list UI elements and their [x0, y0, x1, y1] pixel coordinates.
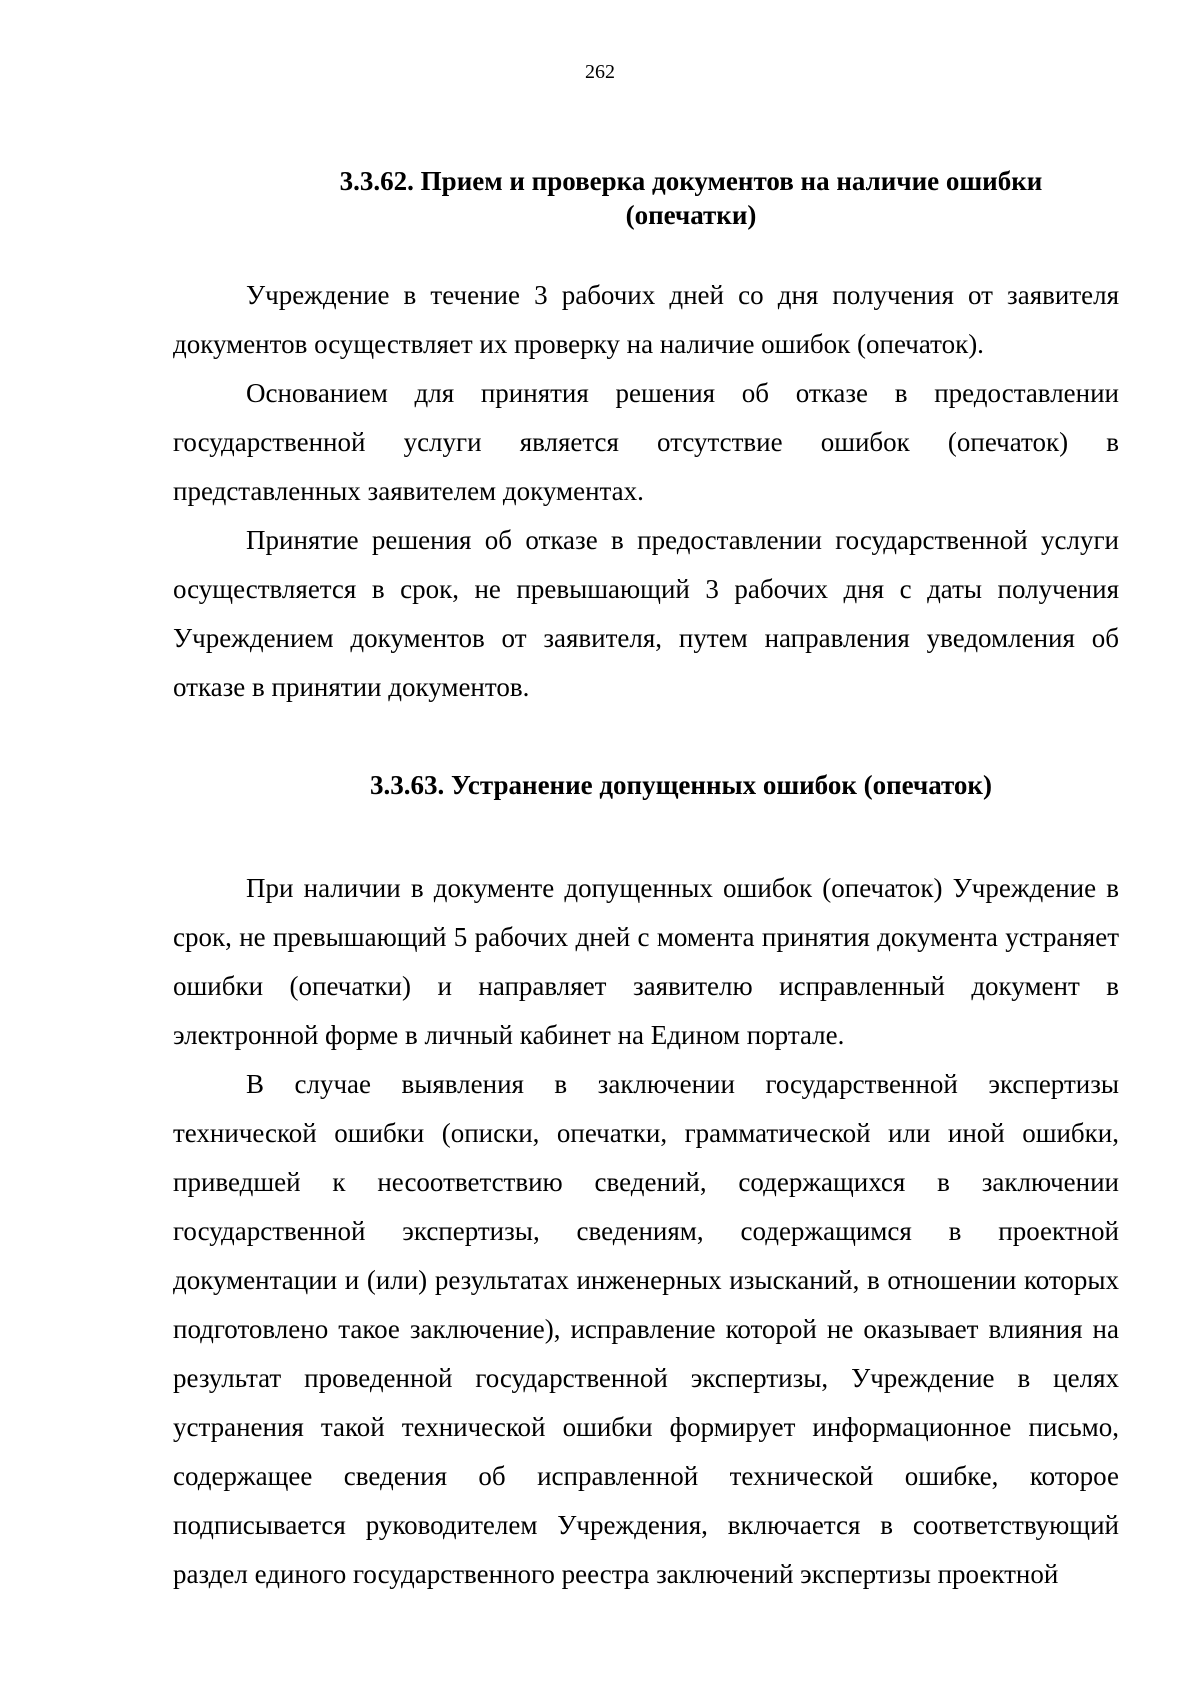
paragraph: Учреждение в течение 3 рабочих дней со дня получения от заявителя документов осуществляет их проверку на наличие ошибок (опечаток).	[173, 280, 1119, 359]
paragraph: Основанием для принятия решения об отказе в предоставлении государственной услуги является отсутствие ошибок (опечаток) в представленных заявителем документах.	[173, 378, 1119, 506]
section-body-3-3-62	[173, 271, 1119, 712]
page-number: 262	[585, 61, 615, 83]
section-heading-3-3-62	[173, 164, 1119, 232]
section-heading-line-2: (опечатки)	[625, 200, 757, 230]
paragraph: В случае выявления в заключении государственной экспертизы технической ошибки (описки, опечатки, грамматической или иной ошибки, приведшей к несоответствию сведений, содержащихся в заключении государственной экспертизы, сведениям, содержащимся в проектной документации и (или) результатах инженерных изысканий, в отношении которых подготовлено такое заключение), исправление которой не оказывает влияния на результат проведенной государственной экспертизы, Учреждение в целях устранения такой технической ошибки формирует информационное письмо, содержащее сведения об исправленной технической ошибке, которое подписывается руководителем Учреждения, включается в соответствующий раздел единого государственного реестра заключений экспертизы проектной	[173, 1069, 1119, 1589]
section-heading-3-3-63: 3.3.63. Устранение допущенных ошибок (опечаток)	[370, 770, 992, 800]
paragraph: Принятие решения об отказе в предоставлении государственной услуги осуществляется в срок, не превышающий 3 рабочих дня с даты получения Учреждением документов от заявителя, путем направления уведомления об отказе в принятии документов.	[173, 525, 1119, 702]
paragraph: При наличии в документе допущенных ошибок (опечаток) Учреждение в срок, не превышающий 5 рабочих дней с момента принятия документа устраняет ошибки (опечатки) и направляет заявителю исправленный документ в электронной форме в личный кабинет на Едином портале.	[173, 873, 1119, 1050]
section-body-3-3-63	[173, 864, 1119, 1599]
section-heading-line-1: 3.3.62. Прием и проверка документов на наличие ошибки	[339, 166, 1043, 196]
